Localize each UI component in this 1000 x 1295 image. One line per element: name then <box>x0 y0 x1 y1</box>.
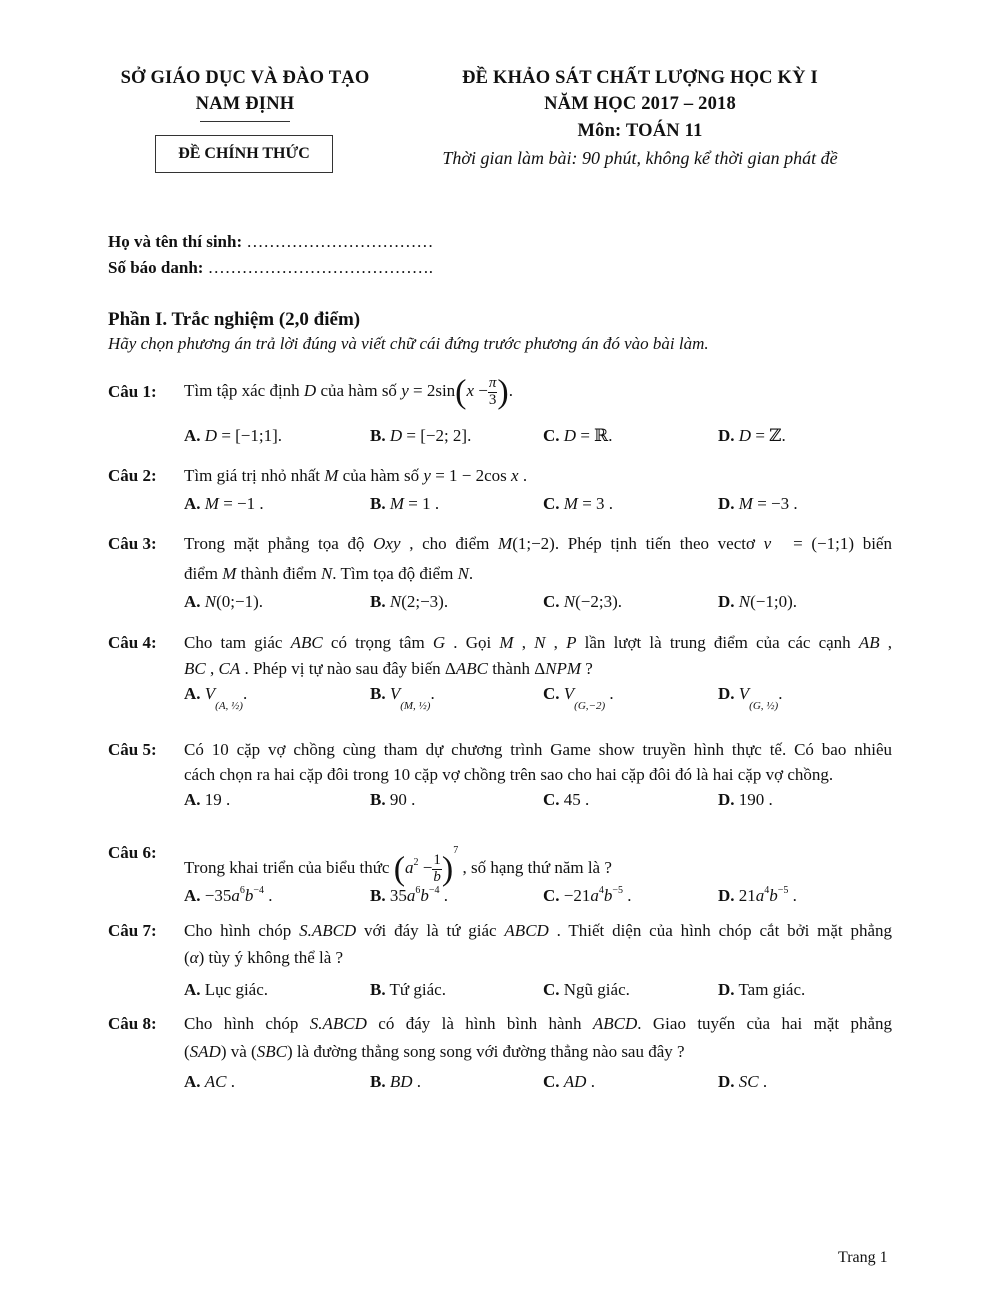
official-label: ĐỀ CHÍNH THỨC <box>178 145 310 162</box>
question-text: Cho hình chóp S.ABCD có đáy là hình bình hành ABCD. Giao tuyến của hai mặt phẳng <box>184 1014 893 1033</box>
option-c: C. Ngũ giác. <box>543 980 630 999</box>
candidate-id-dots: …………………………………. <box>207 258 433 277</box>
option-a: A. AC . <box>184 1072 236 1091</box>
candidate-name-row <box>108 232 433 252</box>
option-c: C. AD . <box>543 1072 595 1091</box>
question-label: Câu 4: <box>108 633 157 652</box>
option-d: D. SC . <box>718 1072 768 1091</box>
subject: Môn: TOÁN 11 <box>577 121 703 141</box>
time-limit: Thời gian làm bài: 90 phút, không kể thời gian phát đề <box>442 148 838 168</box>
question-text-2: BC , CA . Phép vị tự nào sau đây biến ΔABC thành ΔNPM ? <box>184 659 593 678</box>
question-label: Câu 2: <box>108 466 157 485</box>
part1-instruction: Hãy chọn phương án trả lời đúng và viết chữ cái đứng trước phương án đó vào bài làm. <box>108 334 709 353</box>
option-d: D. M = −3 . <box>718 494 798 513</box>
option-b: B. BD . <box>370 1072 422 1091</box>
option-b: B. M = 1 . <box>370 494 440 513</box>
question-text: Trong khai triển của biểu thức ($a^2$ − $\frac{1}{b}$ )$^7$ , số hạng thứ năm là ? <box>184 845 612 888</box>
page-number: Trang 1 <box>838 1249 888 1266</box>
option-d: D. D = ℤ. <box>718 426 786 445</box>
option-d: D. N(−1;0). <box>718 592 798 611</box>
question-label: Câu 6: <box>108 843 157 862</box>
question-text-2: điểm M thành điểm N. Tìm tọa độ điểm N. <box>184 564 474 583</box>
question-text: Cho hình chóp S.ABCD với đáy là tứ giác ABCD . Thiết diện của hình chóp cắt bởi mặt phẳng <box>184 921 893 940</box>
option-a: A. M = −1 . <box>184 494 264 513</box>
option-d: D. $21a^4b^{-5}$ . <box>718 885 797 905</box>
option-c: C. D = ℝ. <box>543 426 613 445</box>
option-b: B. 90 . <box>370 790 416 809</box>
option-b: B. $35a^6b^{-4}$ . <box>370 885 448 905</box>
exam-title: ĐỀ KHẢO SÁT CHẤT LƯỢNG HỌC KỲ I <box>462 68 818 88</box>
option-c: C. $-21a^4b^{-5}$ . <box>543 885 632 905</box>
question-text-2: (α) tùy ý không thể là ? <box>184 948 344 967</box>
question-text: Trong mặt phẳng tọa độ Oxy , cho điểm M(1;−2). Phép tịnh tiến theo vectơ v⃗ = (−1;1) biến <box>184 534 892 553</box>
candidate-id-label: Số báo danh: <box>108 258 204 277</box>
option-a: A. $V_{(A, \frac{1}{2})}$. <box>184 684 248 712</box>
question-label: Câu 1: <box>108 382 157 401</box>
question-label: Câu 7: <box>108 921 157 940</box>
option-a: A. 19 . <box>184 790 231 809</box>
option-a: A. $-35a^6b^{-4}$ . <box>184 885 273 905</box>
candidate-id-row <box>108 258 433 278</box>
candidate-name-dots: …………………………… <box>246 232 434 251</box>
question-text: Tìm giá trị nhỏ nhất M của hàm số y = 1 − 2cos x . <box>184 466 528 485</box>
question-text: Có 10 cặp vợ chồng cùng tham dự chương trình Game show truyền hình thực tế. Có bao nhiêu <box>184 740 892 759</box>
option-b: B. Tứ giác. <box>370 980 446 999</box>
official-badge <box>155 135 333 173</box>
part1-title: Phần I. Trắc nghiệm (2,0 điểm) <box>108 309 361 330</box>
option-a: A. D = [−1;1]. <box>184 426 283 445</box>
option-b: B. N(2;−3). <box>370 592 449 611</box>
question-label: Câu 5: <box>108 740 157 759</box>
option-c: C. N(−2;3). <box>543 592 623 611</box>
option-c: C. M = 3 . <box>543 494 614 513</box>
question-text-2: (SAD) và (SBC) là đường thẳng song song với đường thẳng nào sau đây ? <box>184 1042 685 1061</box>
province-name: NAM ĐỊNH <box>195 94 295 114</box>
question-text: Tìm tập xác định D của hàm số y = 2sin(x − $\frac{\pi}{3}$ ). <box>184 373 513 411</box>
header-underline <box>200 121 290 122</box>
question-label: Câu 8: <box>108 1014 157 1033</box>
question-text: Cho tam giác ABC có trọng tâm G . Gọi M , N , P lần lượt là trung điểm của các cạnh AB , <box>184 633 893 652</box>
question-text-2: cách chọn ra hai cặp đôi trong 10 cặp vợ chồng trên sao cho hai cặp đôi đó là hai cặp vợ chồng. <box>184 765 834 784</box>
school-year: NĂM HỌC 2017 – 2018 <box>544 94 736 114</box>
option-a: A. N(0;−1). <box>184 592 264 611</box>
option-c: C. 45 . <box>543 790 590 809</box>
option-b: B. D = [−2; 2]. <box>370 426 472 445</box>
question-label: Câu 3: <box>108 534 157 553</box>
option-b: B. $V_{(M, \frac{1}{2})}$. <box>370 684 435 712</box>
option-a: A. Lục giác. <box>184 980 269 999</box>
option-d: D. Tam giác. <box>718 980 806 999</box>
candidate-name-label: Họ và tên thí sinh: <box>108 232 243 251</box>
option-c: C. $V_{(G,-2)}$ . <box>543 684 614 712</box>
department-name: SỞ GIÁO DỤC VÀ ĐÀO TẠO <box>120 68 370 88</box>
option-d: D. 190 . <box>718 790 773 809</box>
option-d: D. $V_{(G, \frac{1}{2})}$. <box>718 684 783 712</box>
